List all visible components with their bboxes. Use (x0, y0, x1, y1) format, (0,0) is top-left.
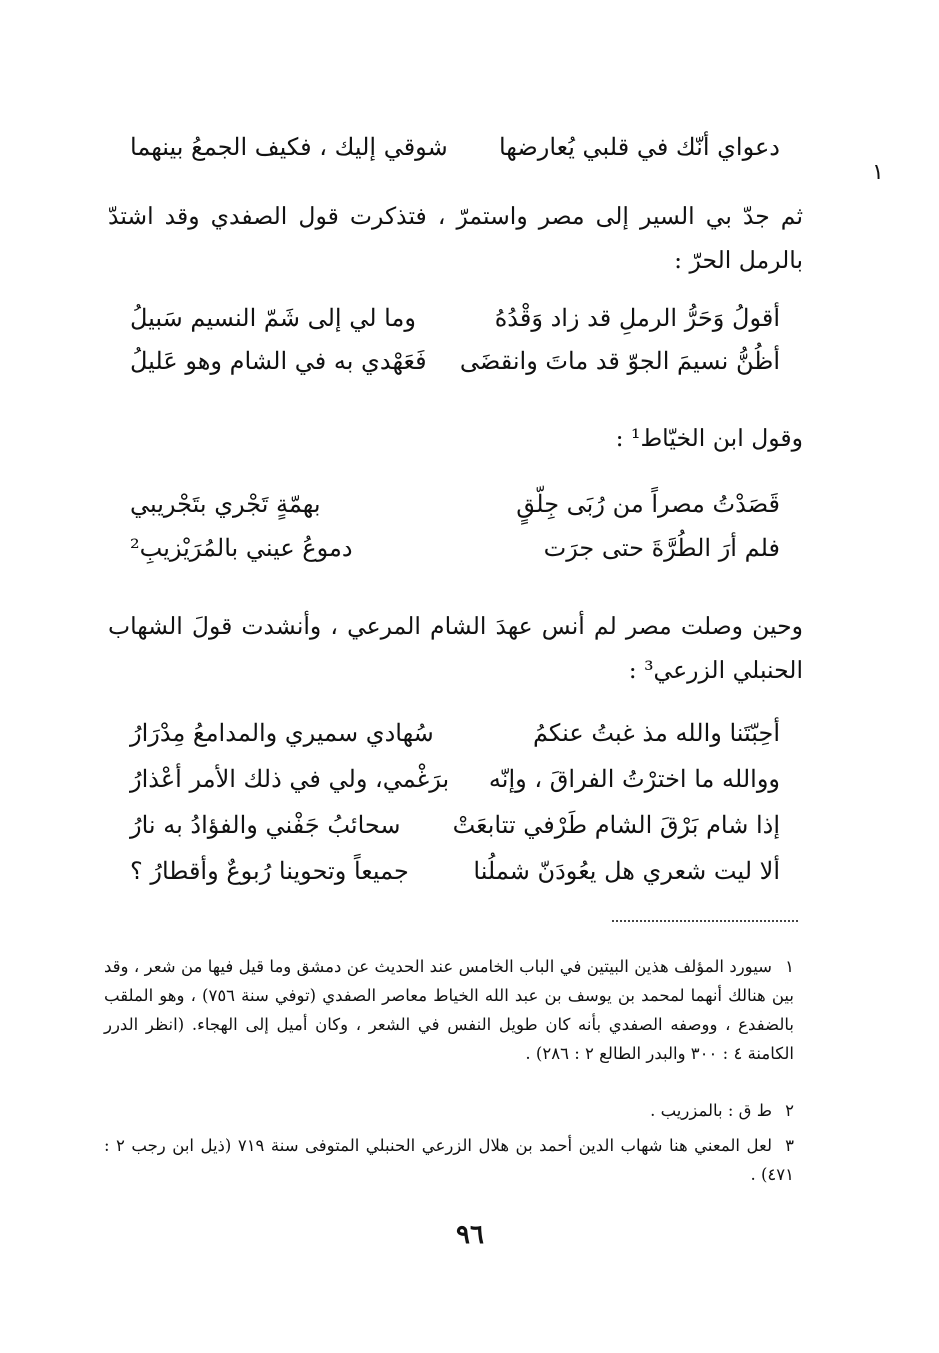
hanbali-verse-3 (130, 811, 780, 851)
prose-paragraph-3: وحين وصلت مصر لم أنس عهدَ الشام المرعي ، وأنشدت قولَ الشهاب الحنبلي الزرعي³ : (108, 612, 803, 684)
safadi-verse-1 (130, 304, 780, 344)
footnote-number: ١ (785, 957, 794, 976)
footnote-text: ط ق : بالمزريب . (650, 1101, 772, 1120)
verse-second-hemistich: برَغْمي، ولي في ذلك الأمر أعْذارُ (130, 765, 450, 793)
verse-first-hemistich: دعواي أنّك في قلبي يُعارضها (498, 133, 780, 161)
footnote-separator (612, 920, 798, 922)
opening-verse (130, 133, 780, 173)
footnote-number: ٢ (785, 1101, 794, 1120)
prose-paragraph-2: وقول ابن الخيّاط¹ : (615, 424, 803, 452)
verse-first-hemistich: أحِبّتَنا والله مذ غبتُ عنكمُ (532, 719, 780, 747)
footnote-2 (104, 1096, 794, 1125)
verse-second-hemistich: جميعاً وتحوينا رُبوعٌ وأقطارُ ؟ (130, 857, 409, 885)
safadi-verse-2 (130, 347, 780, 387)
footnote-1 (104, 952, 794, 1068)
page-number: ٩٦ (456, 1220, 484, 1250)
footnote-text: سيورد المؤلف هذين البيتين في الباب الخامس عند الحديث عن دمشق وما قيل فيها من شعر ، وقد بين هنالك أنهما لمحمد بن يوسف بن عبد الله الخياط معاصر الصفدي (توفي سنة ٧٥٦) ، وهو الملقب بالضفدع ، ووصفه الصفدي بأنه كان طويل النفس في الشعر ، وكان أميل إلى الهجاء. (انظر الدرر الكامنة ٤ : ٣٠٠ والبدر الطالع ٢ : ٢٨٦) . (104, 957, 794, 1063)
verse-first-hemistich: قَصَدْتُ مصراً من رُبَى جِلّقٍ (516, 490, 780, 518)
verse-first-hemistich: فلم أرَ الطُرَّةَ حتى جرَت (543, 534, 780, 562)
footnote-number: ٣ (785, 1136, 794, 1155)
verse-first-hemistich: إذا شام بَرْقَ الشام طَرْفي تتابعَتْ (452, 811, 780, 839)
verse-second-hemistich: سحائبُ جَفْني والفؤادُ به نارُ (130, 811, 401, 839)
verse-second-hemistich: دموعُ عيني بالمُرَيْزيبِ² (130, 534, 353, 562)
verse-second-hemistich: شوقي إليك ، فكيف الجمعُ بينهما (130, 133, 448, 161)
footnote-text: لعل المعني هنا شهاب الدين أحمد بن هلال الزرعي الحنبلي المتوفى سنة ٧١٩ (ذيل ابن رجب ٢ : ٤٧١) . (104, 1136, 794, 1184)
prose-paragraph-1: ثم جدّ بي السير إلى مصر واستمرّ ، فتذكرت قول الصفدي وقد اشتدّ بالرمل الحرّ : (108, 202, 803, 274)
verse-first-hemistich: أظُنُّ نسيمَ الجوّ قد ماتَ وانقضَى (459, 347, 780, 375)
khayyat-verse-1 (130, 490, 780, 530)
verse-second-hemistich: وما لي إلى شَمّ النسيم سَبيلُ (130, 304, 416, 332)
verse-second-hemistich: فَعَهْدي به في الشام وهو عَليلُ (130, 347, 427, 375)
verse-second-hemistich: سُهادي سميري والمدامعُ مِدْرَارُ (130, 719, 434, 747)
verse-first-hemistich: ووالله ما اخترْتُ الفراقَ ، وإنّه (488, 765, 780, 793)
khayyat-verse-2 (130, 534, 780, 574)
verse-first-hemistich: ألا ليت شعري هل يعُودَنّ شملُنا (473, 857, 780, 885)
footnote-3 (104, 1131, 794, 1189)
hanbali-verse-4 (130, 857, 780, 897)
hanbali-verse-1 (130, 719, 780, 759)
hanbali-verse-2 (130, 765, 780, 805)
verse-second-hemistich: بهمّةٍ تَجْري بتَجْريبي (130, 490, 321, 518)
margin-note: ١ (872, 160, 884, 185)
verse-first-hemistich: أقولُ وَحَرُّ الرملِ قد زاد وَقْدُهُ (494, 304, 780, 332)
